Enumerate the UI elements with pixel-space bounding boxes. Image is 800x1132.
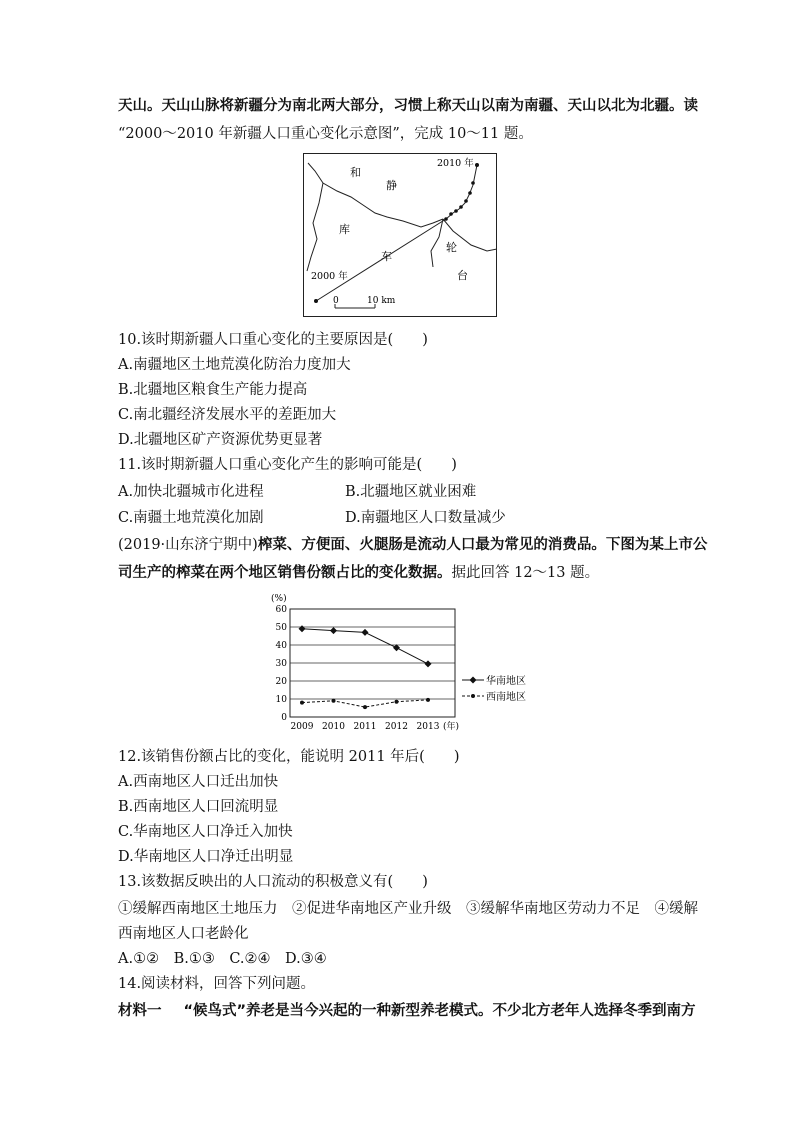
data-point-dot (332, 699, 336, 703)
q13-items-line-1: ①缓解西南地区土地压力 ②促进华南地区产业升级 ③缓解华南地区劳动力不足 ④缓解 (118, 901, 698, 917)
q13-stem: 13.该数据反映出的人口流动的积极意义有( ) (118, 874, 428, 890)
q13-options: A.①② B.①③ C.②④ D.③④ (118, 951, 327, 967)
q13-items-line-2: 西南地区人口老龄化 (118, 926, 249, 942)
data-point-dot (395, 700, 399, 704)
data-point-diamond (330, 627, 337, 634)
x-tick-label: 2011 (353, 722, 377, 732)
q12-stem: 12.该销售份额占比的变化，能说明 2011 年后( ) (118, 749, 460, 765)
track-point (468, 191, 472, 195)
point-2000 (314, 299, 318, 303)
y-tick-label: 30 (275, 659, 287, 669)
track-point (449, 212, 453, 216)
y-tick-label: 60 (275, 605, 287, 615)
map-frame (304, 154, 497, 317)
track-point (454, 209, 458, 213)
point-2010 (475, 163, 479, 167)
intro2-bold-2: 司生产的榨菜在两个地区销售份额占比的变化数据。 (118, 565, 452, 581)
q10-option-b: B.北疆地区粮食生产能力提高 (118, 382, 308, 398)
q11-options-row-1 (118, 482, 678, 502)
data-point-diamond (299, 625, 306, 632)
legend-label: 西南地区 (486, 692, 526, 703)
q10-stem: 10.该时期新疆人口重心变化的主要原因是( ) (118, 332, 428, 348)
chart-series (299, 625, 432, 709)
intro2-bold-1: 榨菜、方便面、火腿肠是流动人口最为常见的消费品。下图为某上市公 (257, 537, 708, 553)
intro2-line-2 (118, 563, 599, 583)
material-label: 材料一 (118, 1003, 162, 1019)
y-tick-label: 10 (275, 695, 287, 705)
scale-zero: 0 (333, 296, 339, 306)
x-axis-unit: (年) (443, 722, 460, 732)
chart-grid (276, 605, 459, 732)
data-point-dot (300, 701, 304, 705)
q14-stem: 14.阅读材料，回答下列问题。 (118, 976, 316, 992)
q10-option-c: C.南北疆经济发展水平的差距加大 (118, 407, 337, 423)
label-che: 车 (381, 250, 392, 263)
q11-stem: 11.该时期新疆人口重心变化产生的影响可能是( ) (118, 457, 457, 473)
xinjiang-population-center-map (303, 153, 497, 317)
label-2010: 2010 年 (437, 158, 474, 169)
legend-label: 华南地区 (486, 676, 526, 687)
q12-option-b: B.西南地区人口回流明显 (118, 799, 279, 815)
y-axis-unit: (%) (271, 594, 287, 604)
q10-option-a: A.南疆地区土地荒漠化防治力度加大 (118, 357, 351, 373)
label-lun: 轮 (446, 241, 457, 254)
intro-line-1: 天山。天山山脉将新疆分为南北两大部分，习惯上称天山以南为南疆、天山以北为北疆。读 (118, 98, 698, 114)
label-he: 和 (350, 166, 361, 179)
q10-option-d: D.北疆地区矿产资源优势更显著 (118, 432, 323, 448)
material-text: “候鸟式”养老是当今兴起的一种新型养老模式。不少北方老年人选择冬季到南方 (183, 1003, 696, 1019)
x-tick-label: 2013 (416, 722, 440, 732)
chart-legend (462, 674, 526, 703)
data-point-dot (426, 698, 430, 702)
track-point (464, 199, 468, 203)
label-ku: 库 (339, 223, 350, 236)
q11-options-row-2 (118, 508, 678, 528)
q11-option-b: B.北疆地区就业困难 (345, 484, 477, 500)
q14-material-1 (118, 1001, 696, 1021)
x-tick-label: 2010 (322, 722, 345, 732)
q11-option-d: D.南疆地区人口数量减少 (345, 510, 506, 526)
y-tick-label: 0 (281, 713, 287, 723)
q12-option-a: A.西南地区人口迁出加快 (118, 774, 279, 790)
track-point (459, 205, 463, 209)
legend-dot-marker (471, 694, 475, 698)
intro2-source: (2019·山东济宁期中) (118, 537, 258, 553)
track-point (444, 217, 448, 221)
y-tick-label: 40 (275, 641, 287, 651)
track-point (471, 181, 475, 185)
q12-option-d: D.华南地区人口净迁出明显 (118, 849, 294, 865)
intro-line-2: “2000～2010 年新疆人口重心变化示意图”，完成 10～11 题。 (118, 126, 533, 142)
data-point-diamond (362, 629, 369, 636)
scale-ten-km: 10 km (367, 296, 396, 306)
q12-option-c: C.华南地区人口净迁入加快 (118, 824, 293, 840)
legend-diamond-marker (470, 677, 477, 684)
x-tick-label: 2012 (385, 722, 408, 732)
x-tick-label: 2009 (290, 722, 314, 732)
label-jing: 静 (386, 179, 397, 192)
label-tai: 台 (457, 269, 468, 282)
data-point-diamond (425, 660, 432, 667)
q11-option-a: A.加快北疆城市化进程 (118, 484, 264, 500)
y-tick-label: 50 (275, 623, 287, 633)
q11-option-c: C.南疆土地荒漠化加剧 (118, 510, 264, 526)
label-2000: 2000 年 (311, 271, 348, 282)
y-tick-label: 20 (275, 677, 287, 687)
intro2-line-1 (118, 535, 707, 555)
intro2-tail: 据此回答 12～13 题。 (451, 565, 600, 581)
data-point-dot (363, 705, 367, 709)
sales-share-chart (265, 592, 545, 738)
